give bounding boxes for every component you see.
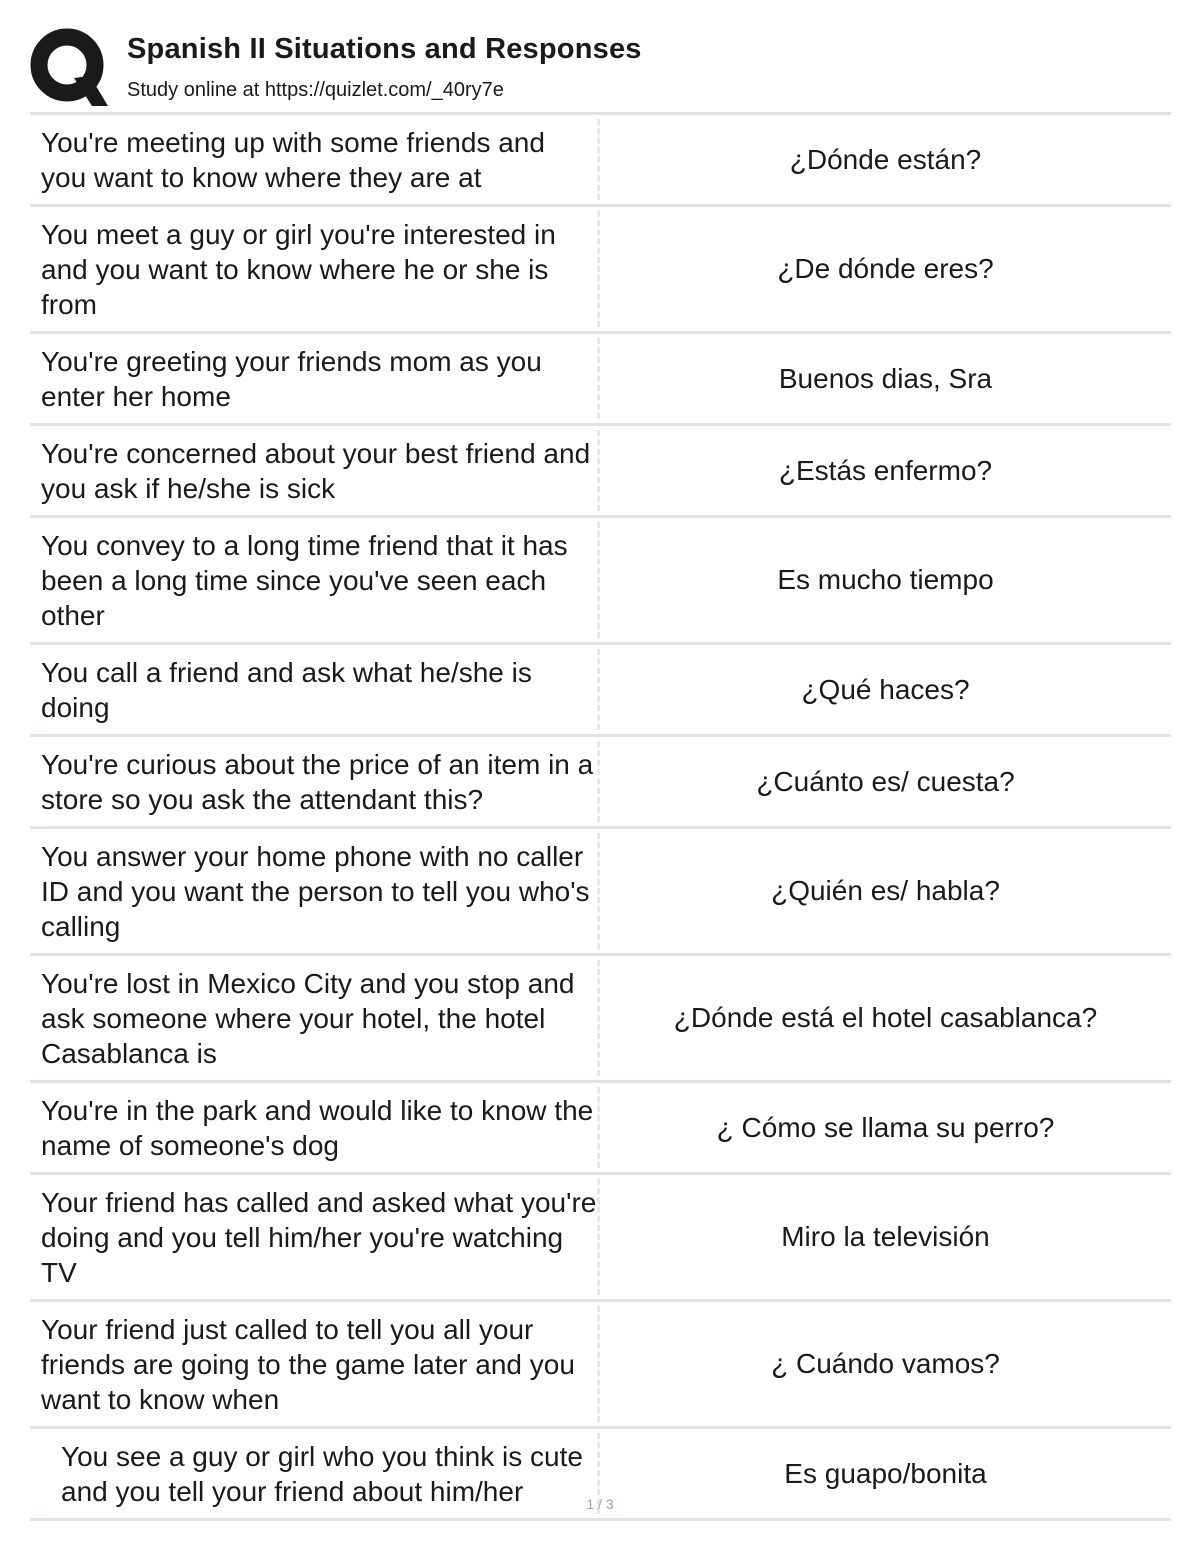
card-term: You're greeting your friends mom as you enter her home: [30, 338, 600, 419]
card-term: Your friend just called to tell you all your friends are going to the game later and you want to know when: [30, 1306, 600, 1422]
card-definition: ¿ Cómo se llama su perro?: [716, 1111, 1055, 1143]
flashcard-row: [30, 115, 1171, 207]
card-definition: Es guapo/bonita: [784, 1457, 987, 1489]
flashcard-row: [30, 1302, 1171, 1429]
card-term: You're lost in Mexico City and you stop and ask someone where your hotel, the hotel Casablanca is: [30, 960, 600, 1076]
card-term: You're in the park and would like to know the name of someone's dog: [30, 1087, 600, 1168]
card-definition: ¿Qué haces?: [801, 673, 970, 705]
card-definition: ¿Dónde están?: [789, 143, 982, 175]
card-term: You meet a guy or girl you're interested in and you want to know where he or she is from: [30, 211, 600, 327]
card-term: You answer your home phone with no caller ID and you want the person to tell you who's calling: [30, 833, 600, 949]
flashcard-row: [30, 1175, 1171, 1302]
flashcard-row: [30, 426, 1171, 518]
page-title: Spanish II Situations and Responses: [127, 33, 642, 65]
study-online-link-text: Study online at https://quizlet.com/_40ry7e: [127, 79, 504, 101]
card-definition: ¿Estás enfermo?: [778, 454, 993, 486]
card-term: You're concerned about your best friend and you ask if he/she is sick: [30, 430, 600, 511]
flashcard-row: [30, 334, 1171, 426]
flashcard-row: [30, 956, 1171, 1083]
flashcard-row: [30, 518, 1171, 645]
card-definition: ¿Cuánto es/ cuesta?: [756, 765, 1015, 797]
card-definition: ¿De dónde eres?: [777, 253, 994, 284]
flashcard-row: [30, 207, 1171, 334]
card-definition: Buenos dias, Sra: [778, 362, 993, 394]
document-header: [30, 28, 1170, 110]
card-definition: ¿ Cuándo vamos?: [771, 1348, 1000, 1379]
flashcard-row: [30, 1083, 1171, 1175]
card-definition: Miro la televisión: [781, 1221, 990, 1252]
card-term: You see a guy or girl who you think is cute and you tell your friend about him/her: [30, 1433, 600, 1514]
card-definition: Es mucho tiempo: [777, 564, 994, 595]
card-definition: ¿Quién es/ habla?: [771, 875, 1000, 906]
page-number: 1 / 3: [586, 1496, 614, 1512]
card-term: You call a friend and ask what he/she is doing: [30, 649, 600, 730]
card-term: You convey to a long time friend that it has been a long time since you've seen each other: [30, 522, 600, 638]
flashcard-row: [30, 737, 1171, 829]
quizlet-q-logo-icon: [30, 28, 108, 106]
card-term: You're curious about the price of an item in a store so you ask the attendant this?: [30, 741, 600, 822]
card-term: You're meeting up with some friends and you want to know where they are at: [30, 119, 600, 200]
flashcard-row: [30, 645, 1171, 737]
card-definition: ¿Dónde está el hotel casablanca?: [673, 1002, 1098, 1033]
flashcard-row: [30, 829, 1171, 956]
card-term: Your friend has called and asked what you're doing and you tell him/her you're watching TV: [30, 1179, 600, 1295]
flashcard-list: [30, 112, 1171, 1521]
